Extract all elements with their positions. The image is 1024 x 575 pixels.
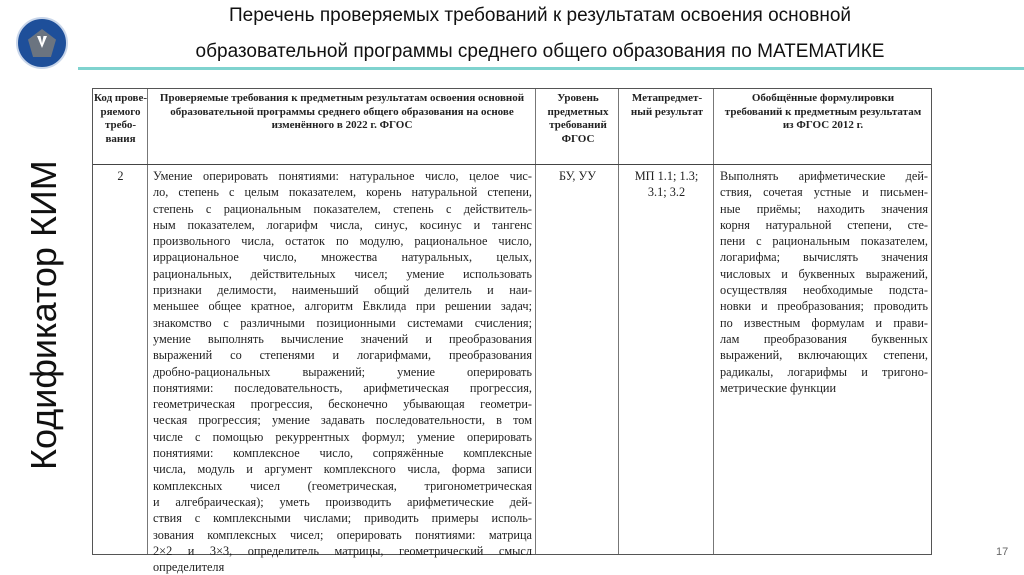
cell-code: 2 [117,169,124,183]
text-line: ные приёмы; находить значения [720,201,928,216]
text-line: числа, модуль и аргумент комплексного числа, форма записи [153,462,532,477]
text-line: корня натуральной степени, сте- [720,217,928,232]
text-line: умение выполнять вычисление значений и преобразования [153,331,532,346]
text-line: выражений, включающих степени, [720,348,928,363]
header-code: Код прове- ряемого требо- вания [93,92,148,145]
slide-title-line2: образовательной программы среднего общего образования по МАТЕМАТИКЕ [195,41,885,62]
text-line: ло, степень с целым показателем, корень натуральной степени, [153,185,532,200]
header-fgos2012: Обобщённые формулировки требований к предметным результатам из ФГОС 2012 г. [724,92,922,131]
text-line: и алгебраическая); уметь производить арифметические дей- [153,494,532,509]
text-line: числе с помощью рекуррентных формул; умение оперировать [153,429,532,444]
text-line: произвольного числа, остаток по модулю, рациональное число, [153,234,532,249]
text-line: осуществляя необходимые подста- [720,283,928,298]
cell-requirements [153,168,532,575]
header-level: Уровень предметных требований ФГОС [547,92,609,145]
text-line: понятиями: комплексное число, сопряжённые комплексные [153,446,532,461]
cell-fgos2012 [720,168,928,396]
text-line: 2×2 и 3×3, определитель матрицы, геометрический смысл [153,543,532,558]
text-line: рациональных, действительных чисел; умение использовать [153,266,532,281]
meta-line: МП 1.1; 1.3; [634,169,699,183]
text-line: степень с рациональным показателем, степень с действитель- [153,201,532,216]
fipi-logo-icon [16,17,68,69]
text-line: Умение оперировать понятиями: натуральное число, целое чис- [153,169,532,183]
text-line: метрические функции [720,380,837,395]
sidebar-title: Кодификатор КИМ [23,160,64,470]
cell-meta [619,168,714,201]
text-line: ческая прогрессия; умение задавать последовательности, в том [153,413,532,428]
text-line: по известным формулам и прави- [720,315,928,330]
title-divider [78,67,1024,70]
text-line: признаки делимости, наименьший общий делитель и наи- [153,283,532,298]
text-line: радикалы, логарифмы и тригоно- [720,364,928,379]
text-line: числовых и буквенных выражений, [720,266,928,281]
slide-title-line1: Перечень проверяемых требований к результатам освоения основной [228,5,852,26]
text-line: меньшее общее кратное, алгоритм Евклида при решении задач; [153,299,532,314]
page-number: 17 [996,546,1009,558]
text-line: комплексных чисел (геометрическая, тригонометрическая [153,478,532,493]
text-line: ствия, сочетая устные и письмен- [720,185,928,200]
text-line: иррациональное число, множества натуральных, целых, [153,250,532,265]
text-line: пени с рациональным показателем, [720,234,928,249]
meta-line: 3.1; 3.2 [647,185,686,200]
text-line: дробно-рациональных выражений; умение оперировать [153,364,532,379]
text-line: новки и преобразования; проводить [720,299,928,314]
header-requirements: Проверяемые требования к предметным результатам освоения основной образовательной программы среднего общего образования на основе изменённого в 2022 г. ФГОС [159,92,525,131]
text-line: определителя [153,560,225,575]
text-line: понятиями: последовательность, арифметическая прогрессия, [153,380,532,395]
text-line: ным показателем, логарифм числа, синус, косинус и тангенс [153,217,532,232]
text-line: лам преобразования буквенных [720,331,928,346]
requirements-table [92,88,932,575]
text-line: логарифма; вычислять значения [720,250,928,265]
column-divider [93,89,148,554]
text-line: геометрическая прогрессия, бесконечно убывающая геометри- [153,397,532,412]
text-line: Выполнять арифметические дей- [720,169,928,183]
text-line: ствия с комплексными числами; приводить примеры исполь- [153,511,532,526]
header-divider [93,164,931,165]
text-line: знакомство с различными позиционными системами счисления; [153,315,532,330]
column-divider [536,89,619,554]
text-line: зования комплексных чисел; оперировать понятиями: матрица [153,527,532,542]
cell-level: БУ, УУ [559,169,596,183]
column-divider [619,89,714,554]
header-meta: Метапредмет- ный результат [630,92,704,118]
text-line: выражений со степенями и логарифмами, преобразования [153,348,532,363]
